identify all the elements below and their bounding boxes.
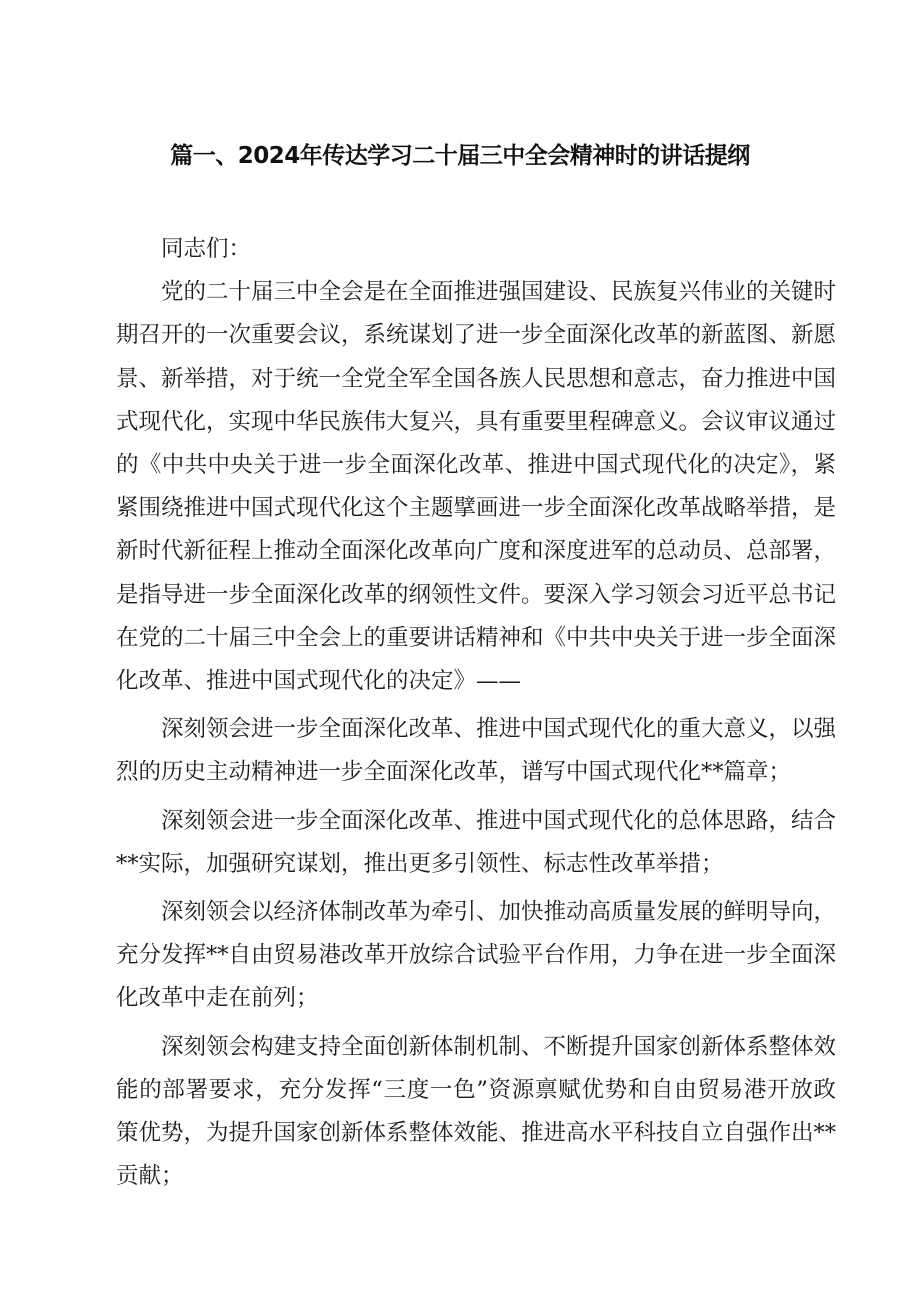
salutation-paragraph: 同志们： <box>161 236 252 262</box>
body-paragraph: 深刻领会进一步全面深化改革、推进中国式现代化的重大意义，以强烈的历史主动精神进一步全面深化改革，谱写中国式现代化**篇章； <box>116 716 837 786</box>
body-paragraph: 深刻领会构建支持全面创新体制机制、不断提升国家创新体系整体效能的部署要求，充分发挥“三度一色”资源禀赋优势和自由贸易港开放政策优势，为提升国家创新体系整体效能、推进高水平科技自立自强作出**贡献； <box>116 1033 837 1190</box>
document-body <box>116 228 836 1198</box>
body-paragraph: 深刻领会以经济体制改革为牵引、加快推动高质量发展的鲜明导向，充分发挥**自由贸易港改革开放综合试验平台作用，力争在进一步全面深化改革中走在前列； <box>116 899 837 1012</box>
body-paragraph: 深刻领会进一步全面深化改革、推进中国式现代化的总体思路，结合**实际，加强研究谋划，推出更多引领性、标志性改革举措； <box>116 807 837 877</box>
document-title: 篇一、2024年传达学习二十届三中全会精神时的讲话提纲 <box>170 143 750 169</box>
body-paragraph: 党的二十届三中全会是在全面推进强国建设、民族复兴伟业的关键时期召开的一次重要会议，系统谋划了进一步全面深化改革的新蓝图、新愿景、新举措，对于统一全党全军全国各族人民思想和意志，奋力推进中国式现代化，实现中华民族伟大复兴，具有重要里程碑意义。会议审议通过的《中共中央关于进一步全面深化改革、推进中国式现代化的决定》，紧紧围绕推进中国式现代化这个主题擘画进一步全面深化改革战略举措，是新时代新征程上推动全面深化改革向广度和深度进军的总动员、总部署，是指导进一步全面深化改革的纲领性文件。要深入学习领会习近平总书记在党的二十届三中全会上的重要讲话精神和《中共中央关于进一步全面深化改革、推进中国式现代化的决定》—— <box>116 279 837 695</box>
